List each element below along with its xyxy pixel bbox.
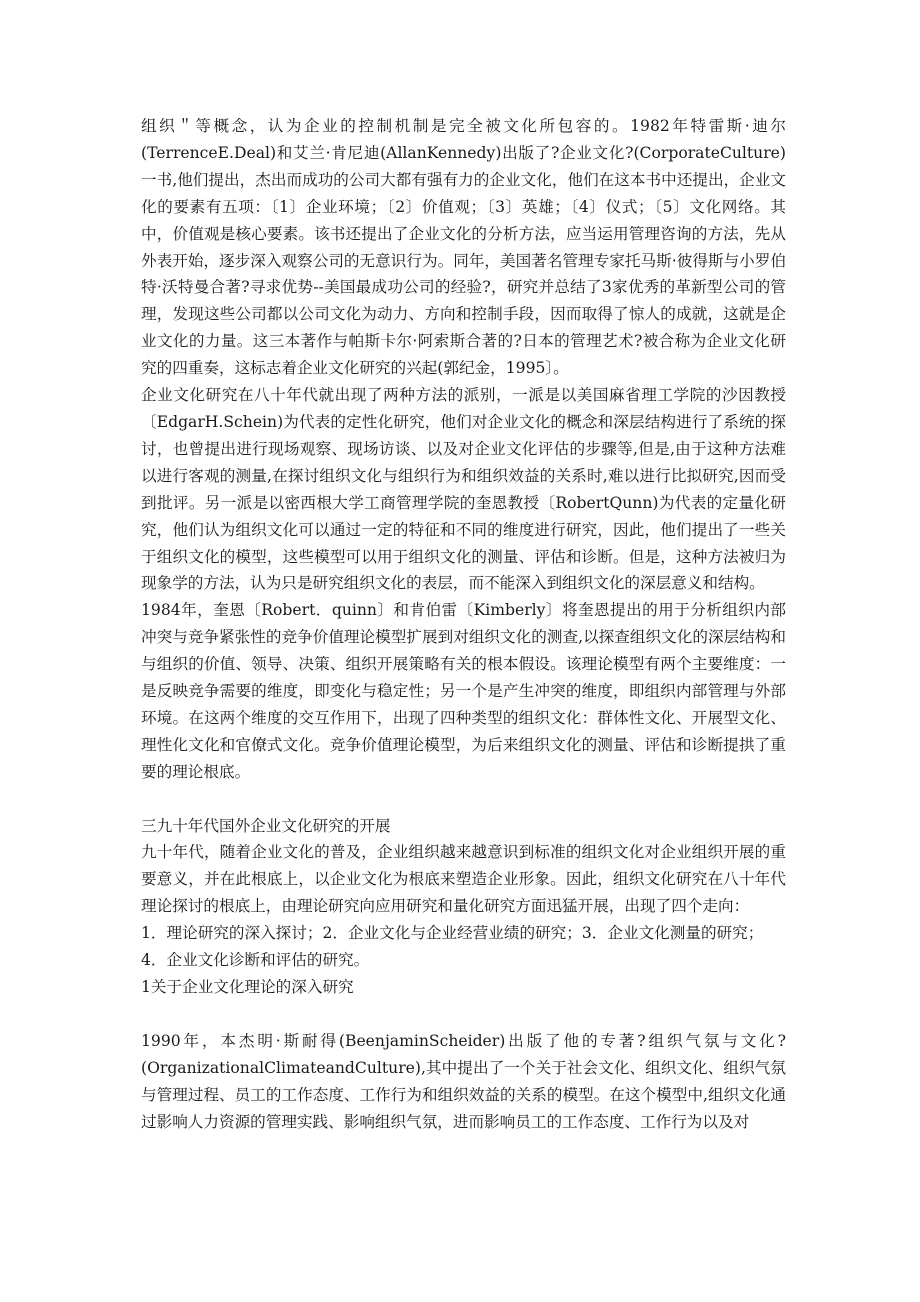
list-line-trend-4: 4．企业文化诊断和评估的研究。 [141,951,370,970]
paragraph-nineties-development: 九十年代，随着企业文化的普及，企业组织越来越意识到标准的组织文化对企业组织开展的重要意义，并在此根底上，以企业文化为根底来塑造企业形象。因此，组织文化研究在八十年代理论探讨的根底上，由理论研究向应用研究和量化研究方面迅猛开展，出现了四个走向： [141,843,786,916]
paragraph-schneider-model: 1990年，本杰明·斯耐得(BeenjaminScheider)出版了他的专著?组织气氛与文化?(OrganizationalClimateandCulture),其中提出了一个关于社会文化、组织文化、组织气氛与管理过程、员工的工作态度、工作行为和组织效益的关系的模型。在这个模型中,组织文化通过影响人力资源的管理实践、影响组织气氛，进而影响员工的工作态度、工作行为以及对 [141,1031,786,1131]
paragraph-two-research-schools: 企业文化研究在八十年代就出现了两种方法的派别，一派是以美国麻省理工学院的沙因教授〔EdgarH.Schein)为代表的定性化研究，他们对企业文化的概念和深层结构进行了系统的探讨，也曾提出进行现场观察、现场访谈、以及对企业文化评估的步骤等,但是,由于这种方法难以进行客观的测量,在探讨组织文化与组织行为和组织效益的关系时,难以进行比拟研究,因而受到批评。另一派是以密西根大学工商管理学院的奎恩教授〔RobertQunn)为代表的定量化研究，他们认为组织文化可以通过一定的特征和不同的维度进行研究，因此，他们提出了一些关于组织文化的模型，这些模型可以用于组织文化的测量、评估和诊断。但是，这种方法被归为现象学的方法，认为只是研究组织文化的表层，而不能深入到组织文化的深层意义和结构。 [141,386,786,593]
spacer [141,786,786,813]
document-page [141,113,786,1135]
list-line-trends-1-3: 1．理论研究的深入探讨；2．企业文化与企业经营业绩的研究；3．企业文化测量的研究； [141,924,764,943]
subsection-heading-theory-research: 1关于企业文化理论的深入研究 [141,977,354,996]
section-heading-nineties: 三九十年代国外企业文化研究的开展 [141,816,391,835]
paragraph-corporate-culture-origins: 组织＂等概念，认为企业的控制机制是完全被文化所包容的。1982年特雷斯·迪尔(TerrenceE.Deal)和艾兰·肯尼迪(AllanKennedy)出版了?企业文化?(CorporateCulture)一书,他们提出，杰出而成功的公司大都有强有力的企业文化，他们在这本书中还提出，企业文化的要素有五项：〔1〕企业环境；〔2〕价值观；〔3〕英雄；〔4〕仪式；〔5〕文化网络。其中，价值观是核心要素。该书还提出了企业文化的分析方法，应当运用管理咨询的方法，先从外表开始，逐步深入观察公司的无意识行为。同年，美国著名管理专家托马斯·彼得斯与小罗伯特·沃特曼合著?寻求优势--美国最成功公司的经验?，研究并总结了3家优秀的革新型公司的管理，发现这些公司都以公司文化为动力、方向和控制手段，因而取得了惊人的成就，这就是企业文化的力量。这三本著作与帕斯卡尔·阿索斯合著的?日本的管理艺术?被合称为企业文化研究的四重奏，这标志着企业文化研究的兴起(郭纪金，1995〕。 [141,117,786,378]
spacer [141,1001,786,1028]
paragraph-competing-values-model: 1984年，奎恩〔Robert．quinn〕和肯伯雷〔Kimberly〕将奎恩提出的用于分析组织内部冲突与竞争紧张性的竞争价值理论模型扩展到对组织文化的测查,以探查组织文化的深层结构和与组织的价值、领导、决策、组织开展策略有关的根本假设。该理论模型有两个主要维度：一是反映竞争需要的维度，即变化与稳定性；另一个是产生冲突的维度，即组织内部管理与外部环境。在这两个维度的交互作用下，出现了四种类型的组织文化：群体性文化、开展型文化、理性化文化和官僚式文化。竞争价值理论模型，为后来组织文化的测量、评估和诊断提拱了重要的理论根底。 [141,601,786,781]
